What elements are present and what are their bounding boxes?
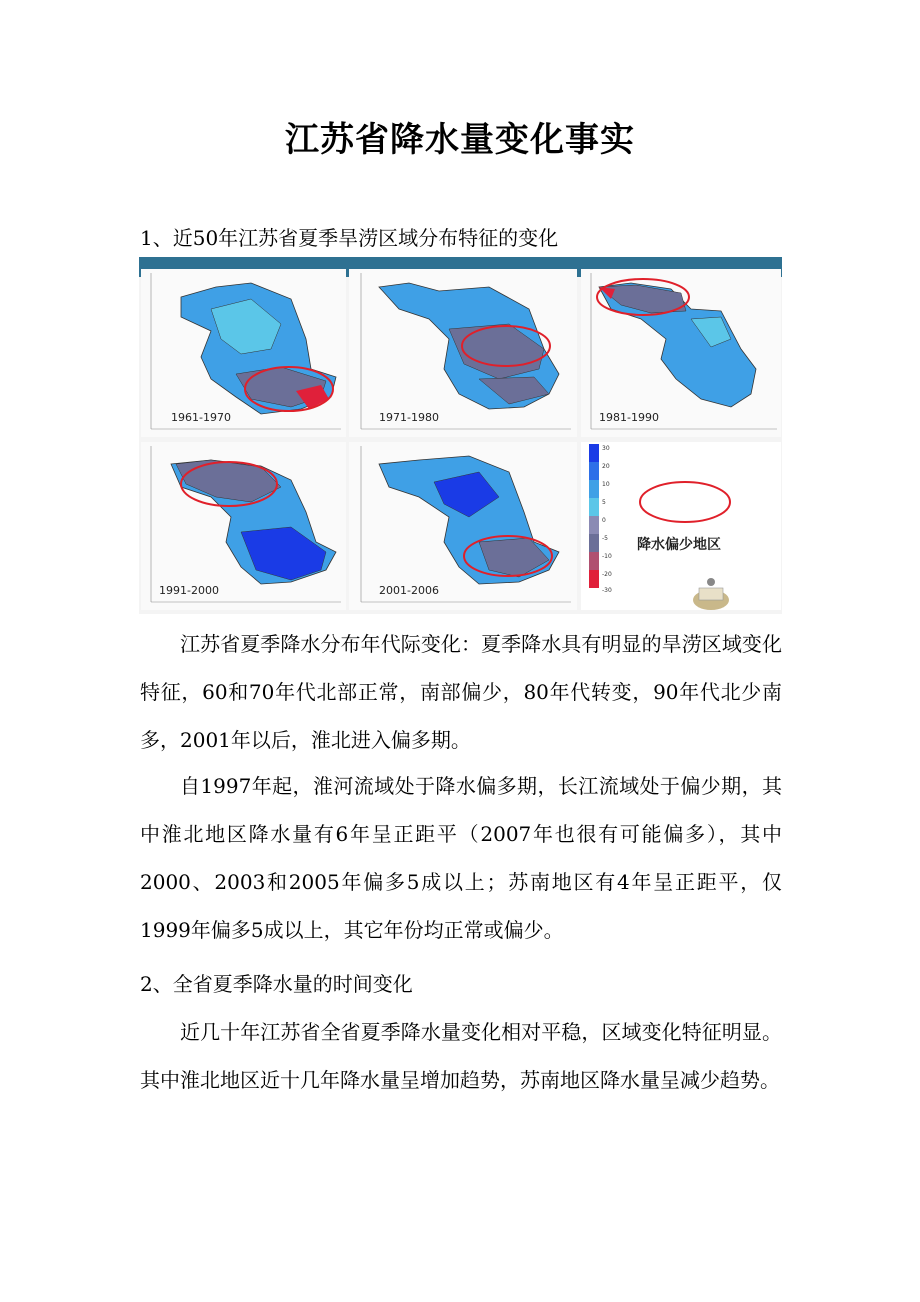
colorbar-tick: 0 bbox=[602, 517, 606, 524]
map-panel-1971-1980 bbox=[349, 269, 577, 437]
decade-label: 2001-2006 bbox=[379, 584, 439, 597]
colorbar-tick: 10 bbox=[602, 481, 610, 488]
colorbar-tick: 30 bbox=[602, 445, 610, 452]
legend-panel bbox=[581, 442, 781, 610]
colorbar bbox=[581, 442, 781, 610]
colorbar-tick: -30 bbox=[602, 587, 612, 594]
map-panel-2001-2006 bbox=[349, 442, 577, 610]
legend-label: 降水偏少地区 bbox=[637, 537, 721, 553]
colorbar-tick: 20 bbox=[602, 463, 610, 470]
map-panel-1981-1990 bbox=[581, 269, 781, 437]
decadal-rainfall-map-figure bbox=[139, 257, 782, 614]
decade-label: 1991-2000 bbox=[159, 584, 219, 597]
section-1-heading: 1、近50年江苏省夏季旱涝区域分布特征的变化 bbox=[140, 226, 559, 250]
colorbar-tick: -10 bbox=[602, 553, 612, 560]
legend-circle bbox=[640, 482, 730, 522]
colorbar-tick: -20 bbox=[602, 571, 612, 578]
paragraph-3: 近几十年江苏省全省夏季降水量变化相对平稳，区域变化特征明显。其中淮北地区近十几年降水量呈增加趋势，苏南地区降水量呈减少趋势。 bbox=[140, 1020, 782, 1092]
page-title: 江苏省降水量变化事实 bbox=[285, 120, 635, 160]
colorbar-tick: 5 bbox=[602, 499, 606, 506]
colorbar-tick: -5 bbox=[602, 535, 608, 542]
map-panel-1961-1970 bbox=[141, 269, 346, 437]
paragraph-1: 江苏省夏季降水分布年代际变化：夏季降水具有明显的旱涝区域变化特征，60和70年代北部正常，南部偏少，80年代转变，90年代北少南多，2001年以后，淮北进入偏多期。 bbox=[140, 632, 782, 752]
decade-label: 1961-1970 bbox=[171, 411, 231, 424]
logo-icon bbox=[693, 578, 729, 610]
decade-label: 1971-1980 bbox=[379, 411, 439, 424]
map-panel-1991-2000 bbox=[141, 442, 346, 610]
decade-label: 1981-1990 bbox=[599, 411, 659, 424]
paragraph-2: 自1997年起，淮河流域处于降水偏多期，长江流域处于偏少期，其中淮北地区降水量有6年呈正距平（2007年也很有可能偏多），其中2000、2003和2005年偏多5成以上；苏南地区有4年呈正距平，仅1999年偏多5成以上，其它年份均正常或偏少。 bbox=[140, 774, 782, 942]
section-2-heading: 2、全省夏季降水量的时间变化 bbox=[140, 972, 413, 996]
